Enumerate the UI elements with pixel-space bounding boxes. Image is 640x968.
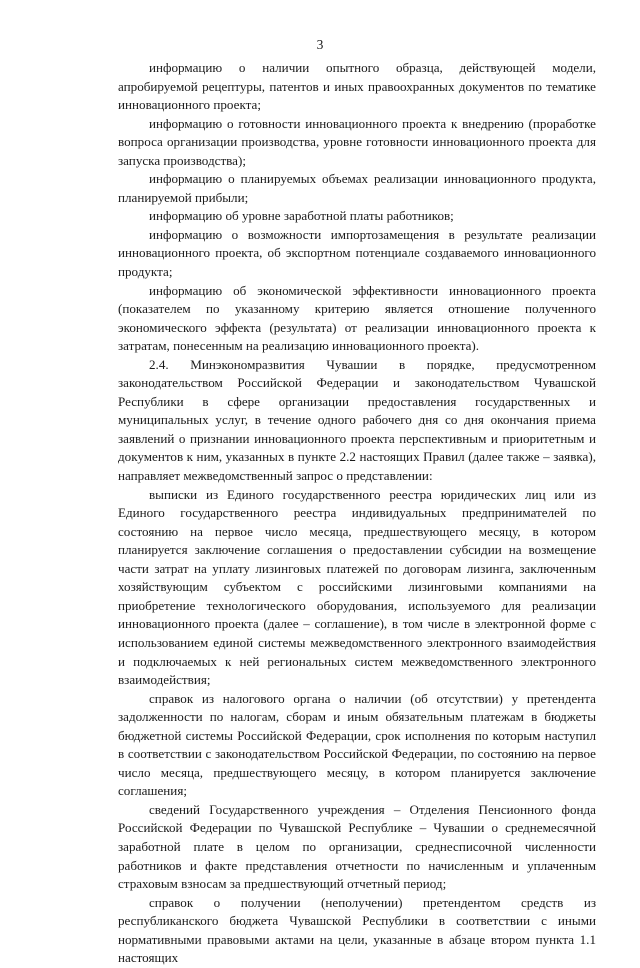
document-body bbox=[118, 59, 596, 968]
paragraph-economic-efficiency-info: информацию об экономической эффективности инновационного проекта (показателем по указанному критерию является отношение полученного экономического эффекта (результата) от реализации инновационного проекта к затратам, понесенным на реализацию инновационного проекта). bbox=[118, 282, 596, 354]
paragraph-salary-info: информацию об уровне заработной платы работников; bbox=[149, 208, 454, 224]
paragraph-sales-volume-info: информацию о планируемых объемах реализации инновационного продукта, планируемой прибыли; bbox=[118, 171, 596, 205]
paragraph-tax-certificates: справок из налогового органа о наличии (об отсутствии) у претендента задолженности по налогам, сборам и иным обязательным платежам в бюджеты бюджетной системы Российской Федерации, срок исполнения по которым наступил в соответствии с законодательством Российской Федерации, по состоянию на первое число месяца, предшествующего месяцу, в котором планируется заключение соглашения; bbox=[118, 690, 596, 799]
paragraph-prototype-info: информацию о наличии опытного образца, действующей модели, апробируемой рецептуры, патентов и иных правоохранных документов по тематике инновационного проекта; bbox=[118, 60, 596, 113]
paragraph-budget-funds-certificates: справок о получении (неполучении) претендентом средств из республиканского бюджета Чувашской Республики в соответствии с иными нормативными правовыми актами на цели, указанные в абзаце втором пункта 1.1 настоящих bbox=[118, 894, 596, 966]
paragraph-import-substitution-info: информацию о возможности импортозамещения в результате реализации инновационного проекта, об экспортном потенциале создаваемого инновационного продукта; bbox=[118, 226, 596, 280]
paragraph-section-2-4: 2.4. Минэкономразвития Чувашии в порядке, предусмотренном законодательством Российской Федерации и законодательством Чувашской Республики в сфере организации предоставления государственных и муниципальных услуг, в течение одного рабочего дня со дня окончания приема заявлений о признании инновационного проекта перспективным и приоритетным и документов к ним, указанных в пункте 2.2 настоящих Правил (далее также – заявка), направляет межведомственный запрос о представлении: bbox=[118, 356, 596, 484]
paragraph-registry-extract: выписки из Единого государственного реестра юридических лиц или из Единого государственного реестра индивидуальных предпринимателей по состоянию на первое число месяца, предшествующего месяцу, в котором планируется заключение соглашения о предоставлении субсидии на возмещение части затрат на уплату лизинговых платежей по договорам лизинга, заключенным хозяйствующим субъектом с российскими лизинговыми компаниями на приобретение технологического оборудования, используемого для реализации инновационного проекта (далее – соглашение), в том числе в электронной форме с использованием единой системы межведомственного электронного взаимодействия и подключаемых к ней региональных систем межведомственного электронного взаимодействия; bbox=[118, 486, 596, 688]
paragraph-readiness-info: информацию о готовности инновационного проекта к внедрению (проработке вопроса организации производства, уровне готовности инновационного проекта для запуска производства); bbox=[118, 115, 596, 168]
paragraph-pension-fund-info: сведений Государственного учреждения – Отделения Пенсионного фонда Российской Федерации по Чувашской Республике – Чувашии о среднемесячной заработной плате в целом по организации, среднесписочной численности работников и факте представления отчетности по начисленным и уплаченным страховым взносам за предшествующий отчетный период; bbox=[118, 801, 596, 892]
page-number: 3 bbox=[316, 37, 324, 52]
